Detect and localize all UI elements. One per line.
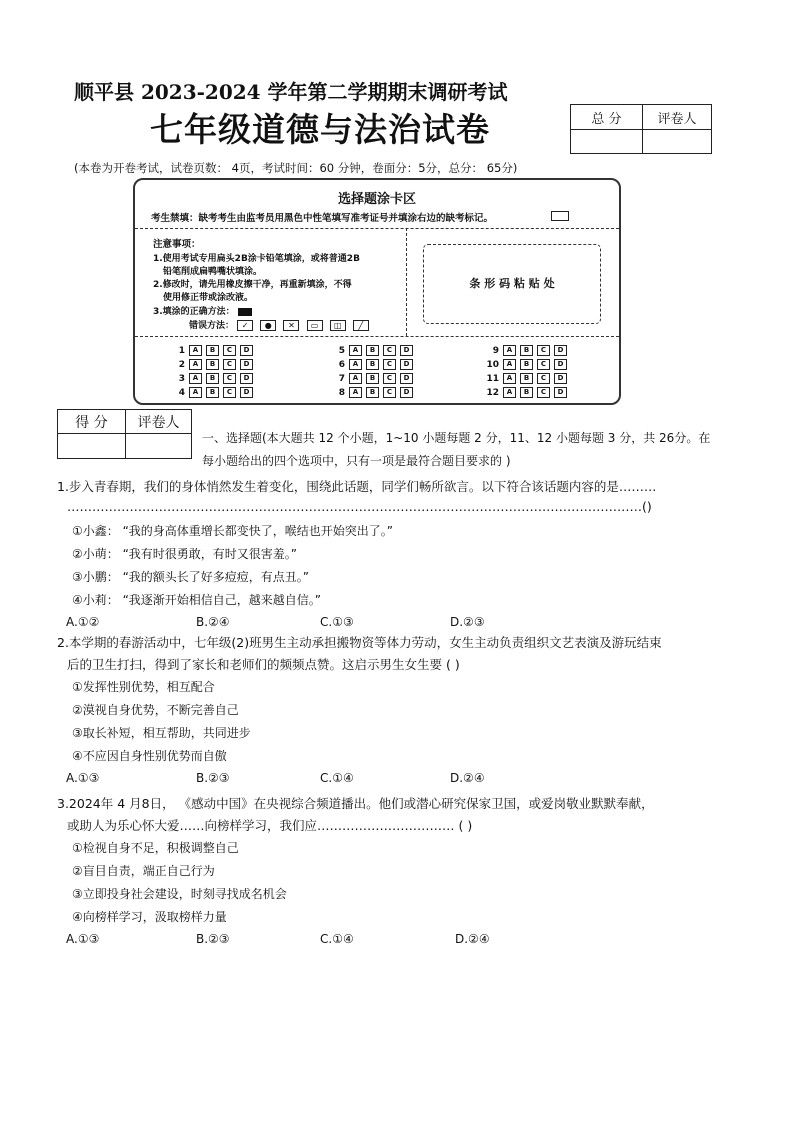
section-score-cell[interactable] — [58, 434, 126, 459]
answer-bubble[interactable]: C — [383, 345, 396, 356]
answer-bubble[interactable]: C — [383, 373, 396, 384]
section-grader-label: 评卷人 — [126, 410, 192, 434]
total-score-cell[interactable] — [571, 130, 643, 154]
question-number: 2 — [178, 360, 185, 370]
total-score-box — [570, 104, 712, 154]
answer-row — [485, 345, 571, 356]
answer-row — [485, 359, 571, 370]
answer-choice[interactable]: A.①③ — [66, 771, 100, 785]
statement-item: ③小鹏： “我的额头长了好多痘痘，有点丑。” — [72, 570, 310, 584]
answer-bubble[interactable]: B — [520, 373, 533, 384]
question-number: 6 — [338, 360, 345, 370]
answer-card — [133, 178, 621, 405]
answer-row — [485, 373, 571, 384]
answer-bubble[interactable]: B — [366, 387, 379, 398]
answer-bubble[interactable]: D — [554, 345, 567, 356]
statement-item: ③取长补短，相互帮助，共同进步 — [72, 726, 251, 740]
answer-bubble[interactable]: C — [223, 387, 236, 398]
answer-bubble[interactable]: A — [503, 373, 516, 384]
answer-bubble[interactable]: C — [223, 359, 236, 370]
answer-bubble[interactable]: D — [554, 373, 567, 384]
answer-bubble[interactable]: B — [206, 387, 219, 398]
absent-mark-box[interactable] — [551, 211, 569, 221]
section-grader-cell[interactable] — [126, 434, 192, 459]
answer-bubble[interactable]: D — [400, 373, 413, 384]
section-instructions: 每小题给出的四个选项中，只有一项是最符合题目要求的 ) — [202, 454, 511, 468]
statement-item: ②小萌： “我有时很勇敢，有时又很害羞。” — [72, 547, 298, 561]
divider — [406, 228, 407, 336]
question-number: 1 — [178, 346, 185, 356]
answer-bubble[interactable]: A — [503, 359, 516, 370]
note-line: 铅笔削成扁鸭嘴状填涂。 — [163, 267, 263, 277]
answer-bubble[interactable]: B — [366, 359, 379, 370]
question-number: 9 — [492, 346, 499, 356]
answer-bubble[interactable]: C — [383, 359, 396, 370]
section-score-box — [57, 409, 192, 459]
answer-bubble[interactable]: A — [189, 345, 202, 356]
barcode-label: 条 形 码 粘 贴 处 — [469, 277, 555, 290]
slash-mark-icon: ╱ — [353, 320, 369, 331]
statement-item: ④小莉： “我逐渐开始相信自己，越来越自信。” — [72, 593, 322, 607]
exam-subtitle: 顺平县 2023-2024 学年第二学期期末调研考试 — [74, 80, 508, 104]
note-line — [189, 318, 373, 331]
statement-item: ①发挥性别优势，相互配合 — [72, 680, 215, 694]
answer-bubble[interactable]: B — [206, 359, 219, 370]
answer-choice[interactable]: D.②③ — [450, 615, 485, 629]
answer-card-title: 选择题涂卡区 — [337, 192, 416, 207]
answer-choice[interactable]: C.①③ — [320, 615, 354, 629]
answer-bubble[interactable]: A — [349, 345, 362, 356]
statement-item: ④向榜样学习，汲取榜样力量 — [72, 910, 227, 924]
answer-choice[interactable]: D.②④ — [455, 932, 490, 946]
question-number: 10 — [486, 360, 499, 370]
answer-choice[interactable]: A.①② — [66, 615, 100, 629]
question-stem: 2.本学期的春游活动中，七年级(2)班男生主动承担搬物资等体力劳动，女生主动负责组织文艺表演及游玩结束 — [57, 635, 662, 650]
answer-bubble[interactable]: D — [554, 359, 567, 370]
question-stem: 1.步入青春期，我们的身体悄然发生着变化，围绕此话题，同学们畅所欲言。以下符合该话题内容的是……… — [57, 479, 657, 494]
wrong-method-label: 错误方法： — [189, 321, 235, 331]
question-stem: 后的卫生打扫，得到了家长和老师们的频频点赞。这启示男生女生要 ( ) — [67, 657, 460, 672]
answer-bubble[interactable]: D — [400, 345, 413, 356]
check-mark-icon: ✓ — [237, 320, 253, 331]
outline-mark-icon: ▭ — [307, 320, 323, 331]
answer-bubble[interactable]: B — [520, 387, 533, 398]
note-line: 1.使用考试专用扁头2B涂卡铅笔填涂，或将普通2B — [153, 254, 360, 264]
answer-bubble[interactable]: D — [400, 359, 413, 370]
answer-row — [171, 345, 257, 356]
answer-row — [171, 387, 257, 398]
answer-choice[interactable]: B.②④ — [196, 615, 230, 629]
question-number: 12 — [486, 388, 499, 398]
cross-mark-icon: ✕ — [283, 320, 299, 331]
question-number: 4 — [178, 388, 185, 398]
statement-item: ③立即投身社会建设，时刻寻找成名机会 — [72, 887, 287, 901]
statement-item: ①小鑫： “我的身高体重增长都变快了，喉结也开始突出了。” — [72, 524, 394, 538]
answer-row — [331, 387, 417, 398]
grader-label: 评卷人 — [643, 105, 712, 130]
answer-choice[interactable]: A.①③ — [66, 932, 100, 946]
answer-bubble[interactable]: C — [383, 387, 396, 398]
question-stem: 或助人为乐心怀大爱……向榜样学习，我们应…………………………… ( ) — [67, 818, 473, 833]
answer-bubble[interactable]: B — [206, 345, 219, 356]
answer-bubble[interactable]: A — [189, 387, 202, 398]
statement-item: ②漠视自身优势，不断完善自己 — [72, 703, 239, 717]
answer-row — [171, 373, 257, 384]
question-number: 8 — [338, 388, 345, 398]
dot-mark-icon: ● — [260, 320, 276, 331]
answer-bubble[interactable]: A — [503, 345, 516, 356]
answer-bubble[interactable]: C — [537, 345, 550, 356]
page-title: 七年级道德与法治试卷 — [150, 110, 490, 149]
half-mark-icon: ◫ — [330, 320, 346, 331]
answer-bubble[interactable]: C — [223, 373, 236, 384]
section-instructions: 一、选择题(本大题共 12 个小题，1~10 小题每题 2 分，11、12 小题每题 3 分，共 26分。在 — [202, 431, 711, 445]
question-stem: 3.2024年 4 月8日， 《感动中国》在央视综合频道播出。他们或潜心研究保家卫国，或爱岗敬业默默奉献， — [57, 796, 654, 811]
note-line — [153, 304, 252, 317]
answer-bubble[interactable]: A — [189, 373, 202, 384]
notes-heading: 注意事项： — [153, 239, 201, 250]
answer-choice[interactable]: D.②④ — [450, 771, 485, 785]
answer-bubble[interactable]: B — [520, 359, 533, 370]
section-score-label: 得 分 — [58, 410, 126, 434]
answer-bubble[interactable]: D — [240, 387, 253, 398]
answer-bubble[interactable]: B — [206, 373, 219, 384]
statement-item: ①检视自身不足，积极调整自己 — [72, 841, 239, 855]
answer-choice[interactable]: C.①④ — [320, 932, 354, 946]
answer-bubble[interactable]: C — [537, 359, 550, 370]
note-line: 2.修改时，请先用橡皮擦干净，再重新填涂，不得 — [153, 280, 352, 290]
answer-bubble[interactable]: C — [223, 345, 236, 356]
answer-bubble[interactable]: B — [366, 373, 379, 384]
question-number: 3 — [178, 374, 185, 384]
answer-bubble[interactable]: B — [520, 345, 533, 356]
answer-bubble[interactable]: D — [240, 373, 253, 384]
answer-bubble[interactable]: A — [349, 387, 362, 398]
answer-row — [171, 359, 257, 370]
answer-choice[interactable]: B.②③ — [196, 771, 230, 785]
answer-bubble[interactable]: A — [349, 373, 362, 384]
answer-choice[interactable]: C.①④ — [320, 771, 354, 785]
answer-choice[interactable]: B.②③ — [196, 932, 230, 946]
statement-item: ②盲目自责，端正自己行为 — [72, 864, 215, 878]
correct-method-label: 3.填涂的正确方法： — [153, 307, 235, 317]
exam-info: (本卷为开卷考试，试卷页数： 4页，考试时间：60 分钟，卷面分：5分，总分： 65分) — [74, 161, 518, 175]
absent-note: 考生禁填：缺考考生由监考员用黑色中性笔填写准考证号并填涂右边的缺考标记。 — [151, 213, 494, 224]
divider — [135, 336, 619, 337]
answer-bubble[interactable]: A — [349, 359, 362, 370]
note-line: 使用修正带或涂改液。 — [163, 293, 254, 303]
answer-bubble[interactable]: D — [400, 387, 413, 398]
answer-bubble[interactable]: D — [240, 345, 253, 356]
answer-row — [331, 373, 417, 384]
barcode-area[interactable] — [423, 244, 601, 324]
answer-bubble[interactable]: C — [537, 387, 550, 398]
divider — [135, 228, 619, 229]
answer-bubble[interactable]: A — [503, 387, 516, 398]
question-number: 7 — [338, 374, 345, 384]
answer-bubble[interactable]: C — [537, 373, 550, 384]
statement-item: ④不应因自身性别优势而自傲 — [72, 749, 227, 763]
grader-cell[interactable] — [643, 130, 712, 154]
total-score-label: 总 分 — [571, 105, 643, 130]
answer-bubble[interactable]: D — [554, 387, 567, 398]
question-number: 5 — [338, 346, 345, 356]
answer-row — [331, 359, 417, 370]
answer-bubble[interactable]: A — [189, 359, 202, 370]
answer-bubble[interactable]: B — [366, 345, 379, 356]
answer-row — [331, 345, 417, 356]
answer-bubble[interactable]: D — [240, 359, 253, 370]
correct-mark-icon — [238, 308, 252, 316]
answer-row — [485, 387, 571, 398]
question-number: 11 — [486, 374, 499, 384]
question-stem: …………………………………………………………………………………………………………………………() — [67, 499, 652, 514]
